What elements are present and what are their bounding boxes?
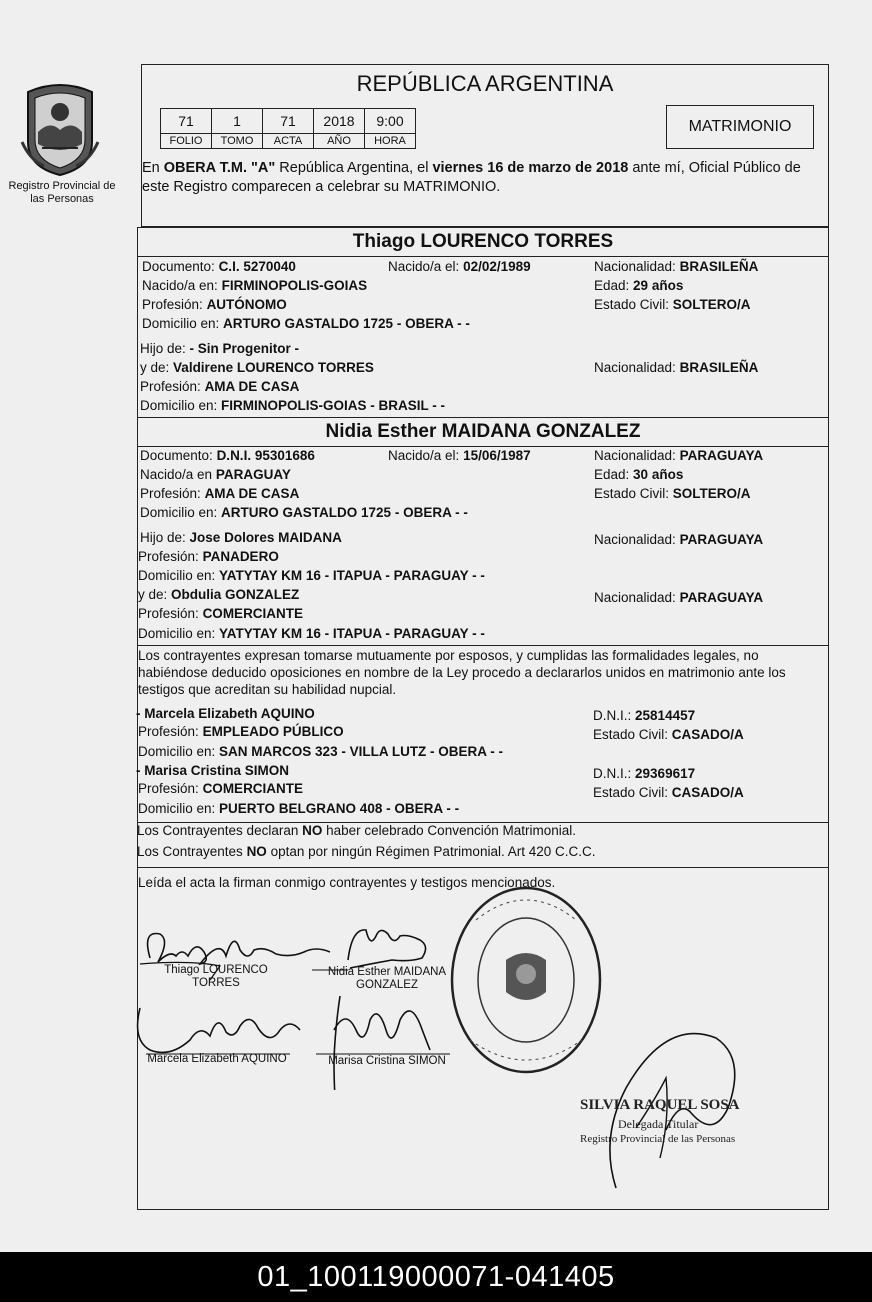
testigo1-profesion: Profesión: EMPLEADO PÚBLICO — [138, 724, 344, 739]
c2-profesion: Profesión: AMA DE CASA — [140, 486, 300, 501]
c2-documento: Documento: D.N.I. 95301686 — [140, 448, 315, 463]
c1-nacido-el: Nacido/a el: 02/02/1989 — [388, 259, 531, 274]
firma-contrayente2: Nidia Esther MAIDANA GONZALEZ — [327, 966, 447, 991]
c2-estado-civil: Estado Civil: SOLTERO/A — [594, 486, 751, 501]
hora-label: HORA — [365, 134, 416, 149]
testigo1-name: - Marcela Elizabeth AQUINO — [136, 706, 315, 721]
c2-madre-nacionalidad: Nacionalidad: PARAGUAYA — [594, 590, 764, 605]
c1-madre-nacionalidad: Nacionalidad: BRASILEÑA — [594, 360, 759, 375]
c2-madre: y de: Obdulia GONZALEZ — [138, 587, 300, 602]
c2-domicilio: Domicilio en: ARTURO GASTALDO 1725 - OBERA - - — [140, 505, 468, 520]
c1-documento: Documento: C.I. 5270040 — [142, 259, 296, 274]
official-org: Registro Provincial de las Personas — [580, 1133, 736, 1145]
c1-madre-profesion: Profesión: AMA DE CASA — [140, 379, 300, 394]
testigo1-domicilio: Domicilio en: SAN MARCOS 323 - VILLA LUTZ - OBERA - - — [138, 744, 504, 759]
c1-profesion: Profesión: AUTÓNOMO — [142, 297, 287, 312]
testigo2-dni: D.N.I.: 29369617 — [593, 766, 696, 781]
document-code-bar: 01_100119000071-041405 — [0, 1252, 872, 1302]
intro-place: OBERA T.M. "A" — [163, 160, 276, 176]
c1-nacionalidad: Nacionalidad: BRASILEÑA — [594, 259, 759, 274]
c2-nacido-en: Nacido/a en PARAGUAY — [140, 467, 291, 482]
tomo-label: TOMO — [212, 134, 263, 149]
provincia-misiones-seal-icon — [20, 82, 100, 177]
registry-box — [160, 108, 416, 149]
tomo-value: 1 — [212, 109, 263, 134]
logo-caption: Registro Provincial de las Personas — [8, 180, 116, 205]
c2-padre-nacionalidad: Nacionalidad: PARAGUAYA — [594, 532, 764, 547]
c1-madre-domicilio: Domicilio en: FIRMINOPOLIS-GOIAS - BRASIL - - — [140, 398, 446, 413]
contrayente2-name: Nidia Esther MAIDANA GONZALEZ — [325, 421, 641, 442]
c2-nacido-el: Nacido/a el: 15/06/1987 — [388, 448, 531, 463]
declaration-paragraph: Los contrayentes expresan tomarse mutuamente por esposos, y cumplidas las formalidades legales, no habiéndose deducido oposiciones en nombre de la Ley procedo a declararlos unidos en matrimonio ante los testigos que acreditan su habilidad nupcial. — [138, 648, 786, 697]
testigo1-estado-civil: Estado Civil: CASADO/A — [593, 727, 744, 742]
c1-edad: Edad: 29 años — [594, 278, 684, 293]
testigo2-name: - Marisa Cristina SIMON — [136, 763, 290, 778]
testigo2-estado-civil: Estado Civil: CASADO/A — [593, 785, 744, 800]
c2-edad: Edad: 30 años — [594, 467, 684, 482]
firma-testigo2: Marisa Cristina SIMON — [328, 1055, 446, 1067]
c2-padre-domicilio: Domicilio en: YATYTAY KM 16 - ITAPUA - PARAGUAY - - — [138, 568, 485, 583]
official-name: SILVIA RAQUEL SOSA — [580, 1097, 740, 1113]
c1-nacido-en: Nacido/a en: FIRMINOPOLIS-GOIAS — [142, 278, 368, 293]
c1-domicilio: Domicilio en: ARTURO GASTALDO 1725 - OBERA - - — [142, 316, 470, 331]
divider — [137, 867, 829, 868]
c2-nacionalidad: Nacionalidad: PARAGUAYA — [594, 448, 764, 463]
hora-value: 9:00 — [365, 109, 416, 134]
anio-label: AÑO — [314, 134, 365, 149]
page-title: REPÚBLICA ARGENTINA — [356, 71, 614, 96]
folio-label: FOLIO — [161, 134, 212, 149]
divider — [137, 446, 829, 447]
anio-value: 2018 — [314, 109, 365, 134]
firma-testigo1: Marcela Elizabeth AQUINO — [147, 1053, 287, 1065]
acta-value: 71 — [263, 109, 314, 134]
intro-paragraph: En OBERA T.M. "A" República Argentina, el viernes 16 de marzo de 2018 ante mí, Oficial Público de este Registro comparecen a celebrar su MATRIMONIO. — [142, 160, 801, 195]
acta-label: ACTA — [263, 134, 314, 149]
folio-value: 71 — [161, 109, 212, 134]
divider — [137, 645, 829, 646]
intro-date: viernes 16 de marzo de 2018 — [432, 160, 629, 176]
testigo2-domicilio: Domicilio en: PUERTO BELGRANO 408 - OBERA - - — [138, 801, 460, 816]
official-stamp-icon — [446, 880, 606, 1080]
firma-contrayente1: Thiago LOURENCO TORRES — [164, 964, 268, 989]
convencion-statement: Los Contrayentes declaran NO haber celebrado Convención Matrimonial. — [137, 823, 576, 838]
c1-padre: Hijo de: - Sin Progenitor - — [140, 341, 300, 356]
c2-madre-profesion: Profesión: COMERCIANTE — [138, 606, 304, 621]
c2-padre-profesion: Profesión: PANADERO — [138, 549, 279, 564]
closing-statement: Leída el acta la firman conmigo contrayentes y testigos mencionados. — [138, 875, 556, 890]
testigo1-dni: D.N.I.: 25814457 — [593, 708, 696, 723]
regimen-statement: Los Contrayentes NO optan por ningún Régimen Patrimonial. Art 420 C.C.C. — [137, 844, 596, 859]
testigo2-profesion: Profesión: COMERCIANTE — [138, 781, 304, 796]
c1-madre: y de: Valdirene LOURENCO TORRES — [140, 360, 374, 375]
c1-estado-civil: Estado Civil: SOLTERO/A — [594, 297, 751, 312]
divider — [137, 256, 829, 257]
contrayente1-name: Thiago LOURENCO TORRES — [352, 231, 614, 252]
c2-madre-domicilio: Domicilio en: YATYTAY KM 16 - ITAPUA - PARAGUAY - - — [138, 626, 485, 641]
act-type-badge: MATRIMONIO — [666, 105, 814, 149]
divider — [137, 417, 829, 418]
official-cargo: Delegada Titular — [618, 1117, 699, 1131]
c2-padre: Hijo de: Jose Dolores MAIDANA — [140, 530, 342, 545]
